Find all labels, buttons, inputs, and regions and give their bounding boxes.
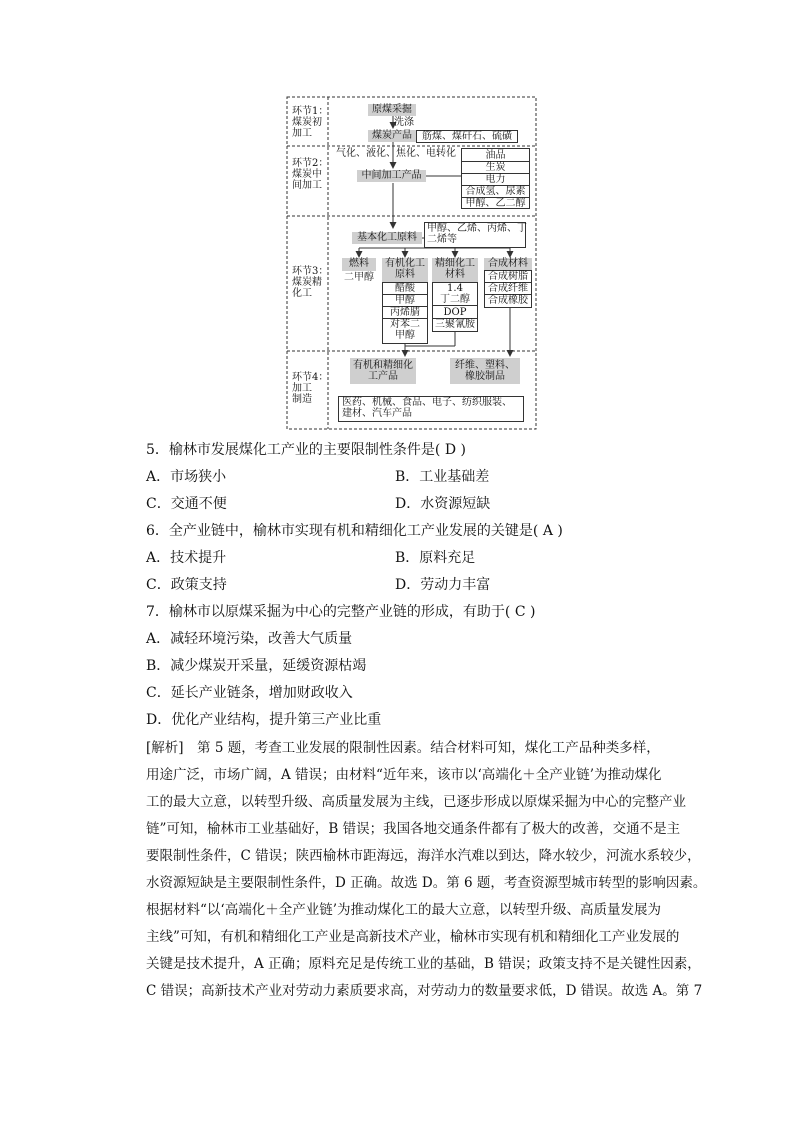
fine-chem-node: 精细化工 材料 xyxy=(432,258,478,282)
analysis-line: 关键是技术提升，A 正确；原料充足是传统工业的基础，B 错误；政策支持不是关键性因素， xyxy=(146,956,701,972)
organic-item: 丙烯腈 xyxy=(383,307,427,319)
coal-products-node: 煤炭产品 xyxy=(368,130,416,142)
q7-option-a: A．减轻环境污染，改善大气质量 xyxy=(146,631,353,647)
stage1-label: 环节1： 煤炭初 加工 xyxy=(292,106,329,139)
organic-items-box xyxy=(382,282,428,344)
synthetic-materials-node: 合成材料 xyxy=(484,258,532,270)
analysis-paragraph xyxy=(146,735,707,1005)
analysis-line: 用途广泛，市场广阔，A 错误；由材料“近年来，该市以‘高端化＋全产业链’为推动煤化 xyxy=(146,767,662,783)
analysis-line: 主线”可知，有机和精细化工产业是高新技术产业，榆林市实现有机和精细化工产业发展的 xyxy=(146,929,680,945)
q5-option-c: C．交通不便 xyxy=(146,496,227,512)
intermediate-products-node: 中间加工产品 xyxy=(357,170,426,182)
analysis-line: 根据材料“以‘高端化＋全产业链’为推动煤化工的最大立意，以转型升级、高质量发展为 xyxy=(146,902,661,918)
output-item: 合成氢、尿素 xyxy=(462,186,529,198)
analysis-line: [解析] 第 5 题，考查工业发展的限制性因素。结合材料可知，煤化工产品种类多样， xyxy=(146,740,660,756)
analysis-line: 水资源短缺是主要限制性条件，D 正确。故选 D。第 6 题，考查资源型城市转型的影响因素。 xyxy=(146,875,707,891)
q6-option-d: D．劳动力丰富 xyxy=(395,577,491,593)
question-7-stem: 7．榆林市以原煤采掘为中心的完整产业链的形成，有助于( C ) xyxy=(146,604,536,620)
fuel-node: 燃料 xyxy=(342,258,376,271)
synthetic-items-box xyxy=(484,270,532,308)
fine-item: 三聚氰胺 xyxy=(435,319,475,330)
conversion-processes: 气化、液化、焦化、电转化 xyxy=(336,148,456,159)
basic-materials-list: 甲醇、乙烯、丙烯、丁 二烯等 xyxy=(424,222,526,248)
synthetic-item: 合成橡胶 xyxy=(488,295,528,306)
question-5-stem: 5．榆林市发展煤化工产业的主要限制性条件是( D ) xyxy=(146,442,466,458)
q5-option-d: D．水资源短缺 xyxy=(395,496,491,512)
organic-item: 甲醇 xyxy=(395,330,415,341)
fuel-subitem: 二甲醇 xyxy=(344,272,374,283)
analysis-line: C 错误；高新技术产业对劳动力素质要求高，对劳动力的数量要求低，D 错误。故选 A。第 7 xyxy=(146,983,703,999)
q5-option-a: A．市场狭小 xyxy=(146,469,227,485)
basic-raw-materials-node: 基本化工原料 xyxy=(352,232,422,244)
fiber-plastic-rubber-node: 纤维、塑料、 橡胶制品 xyxy=(450,358,520,384)
output-item: 生炭 xyxy=(462,162,529,174)
organic-item: 对苯二 xyxy=(390,319,420,330)
stage2-label: 环节2： 煤炭中 间加工 xyxy=(292,158,329,191)
raw-coal-mining-node: 原煤采掘 xyxy=(368,104,416,116)
washing-node: 洗涤 xyxy=(394,117,414,128)
analysis-line: 链”可知，榆林市工业基础好，B 错误；我国各地交通条件都有了极大的改善，交通不是主 xyxy=(146,821,681,837)
q6-option-c: C．政策支持 xyxy=(146,577,227,593)
synthetic-item: 合成树脂 xyxy=(485,271,531,283)
fine-item: 1.4 xyxy=(447,283,463,294)
analysis-line: 要限制性条件，C 错误；陕西榆林市距海远，海洋水汽难以到达，降水较少，河流水系较少， xyxy=(146,848,701,864)
fine-items-box xyxy=(432,282,478,332)
q5-option-b: B．工业基础差 xyxy=(395,469,490,485)
organic-item: 醋酸 xyxy=(383,283,427,295)
analysis-line: 工的最大立意，以转型升级、高质量发展为主线，已逐步形成以原煤采掘为中心的完整产业 xyxy=(146,794,686,810)
fine-item: 丁二醇 xyxy=(433,294,477,306)
stage4-label: 环节4： 加工 制造 xyxy=(292,372,329,405)
q7-option-c: C．延长产业链条，增加财政收入 xyxy=(146,685,353,701)
organic-raw-node: 有机化工 原料 xyxy=(382,258,428,282)
organic-fine-products-node: 有机和精细化 工产品 xyxy=(350,358,416,384)
output-item: 电力 xyxy=(462,174,529,186)
end-industries-box: 医药、机械、食品、电子、纺织服装、 建材、汽车产品 xyxy=(338,396,524,422)
fine-item: DOP xyxy=(433,307,477,319)
synthetic-item: 合成纤维 xyxy=(485,283,531,295)
output-item: 油品 xyxy=(462,150,529,162)
q6-option-b: B．原料充足 xyxy=(395,550,476,566)
coal-industry-chain-diagram xyxy=(0,0,794,440)
byproducts-box: 筋煤、煤矸石、硫磺 xyxy=(416,130,518,143)
q7-option-d: D．优化产业结构，提升第三产业比重 xyxy=(146,712,382,728)
stage2-outputs-box xyxy=(461,148,530,209)
q6-option-a: A．技术提升 xyxy=(146,550,227,566)
q7-option-b: B．减少煤炭开采量，延缓资源枯竭 xyxy=(146,658,367,674)
stage3-label: 环节3： 煤炭精 化工 xyxy=(292,266,329,299)
output-item: 甲醇、乙二醇 xyxy=(465,198,526,209)
organic-item: 甲醇 xyxy=(383,295,427,307)
question-6-stem: 6．全产业链中，榆林市实现有机和精细化工产业发展的关键是( A ) xyxy=(146,523,563,539)
